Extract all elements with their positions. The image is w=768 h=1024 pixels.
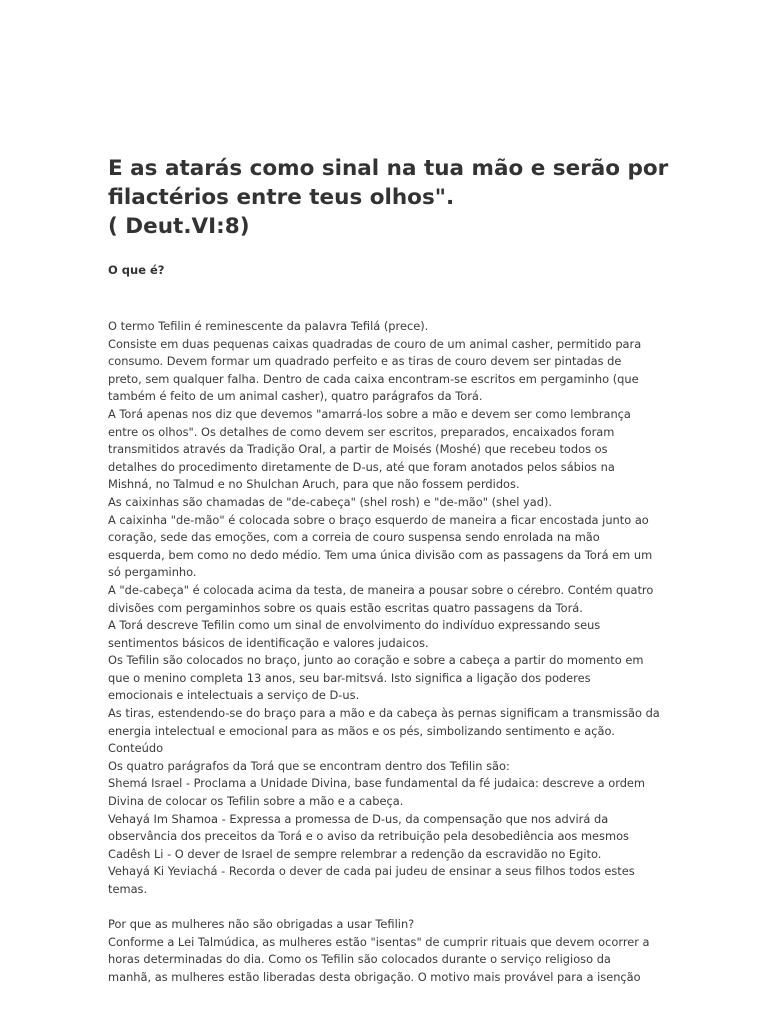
body-line: Shemá Israel - Proclama a Unidade Divina, base fundamental da fé judaica: descreve a ordem — [108, 776, 646, 791]
body-line: A "de-cabeça" é colocada acima da testa, de maneira a pousar sobre o cérebro. Contém quatro — [108, 582, 654, 597]
body-line: coração, sede das emoções, com a correia de couro suspensa sendo enrolada na mão — [108, 530, 600, 545]
body-line: As tiras, estendendo-se do braço para a mão e da cabeça às pernas significam a transmissão da — [108, 706, 660, 721]
body-line: observância dos preceitos da Torá e o aviso da retribuição pela desobediência aos mesmos — [108, 829, 629, 844]
body-line: A Torá apenas nos diz que devemos "amarrá-los sobre a mão e devem ser como lembrança — [108, 406, 631, 421]
body-text — [108, 318, 668, 987]
body-line: detalhes do procedimento diretamente de D-us, até que foram anotados pelos sábios na — [108, 459, 615, 474]
body-line: Consiste em duas pequenas caixas quadradas de couro de um animal casher, permitido para — [108, 336, 642, 351]
body-line: também é feito de um animal casher), quatro parágrafos da Torá. — [108, 389, 483, 404]
document-title — [108, 154, 748, 241]
body-line: emocionais e intelectuais a serviço de D-us. — [108, 688, 360, 703]
body-line: Cadêsh Li - O dever de Israel de sempre relembrar a redenção da escravidão no Egito. — [108, 846, 602, 861]
body-line: Conteúdo — [108, 741, 164, 756]
body-line: Os Tefilin são colocados no braço, junto ao coração e sobre a cabeça a partir do momento em — [108, 653, 644, 668]
body-line: preto, sem qualquer falha. Dentro de cada caixa encontram-se escritos em pergaminho (que — [108, 371, 639, 386]
body-line: energia intelectual e emocional para as mãos e os pés, simbolizando sentimento e ação. — [108, 723, 615, 738]
body-line: divisões com pergaminhos sobre os quais estão escritas quatro passagens da Torá. — [108, 600, 583, 615]
title-line: E as atarás como sinal na tua mão e serão por — [108, 156, 669, 181]
body-line: A caixinha "de-mão" é colocada sobre o braço esquerdo de maneira a ficar encostada junto ao — [108, 512, 649, 527]
body-line: entre os olhos". Os detalhes de como devem ser escritos, preparados, encaixados foram — [108, 424, 615, 439]
body-line: que o menino completa 13 anos, seu bar-mitsvá. Isto significa a ligação dos poderes — [108, 670, 591, 685]
body-line: sentimentos básicos de identificação e valores judaicos. — [108, 635, 429, 650]
body-line: Por que as mulheres não são obrigadas a usar Tefilin? — [108, 917, 415, 932]
body-line: Os quatro parágrafos da Torá que se encontram dentro dos Tefilin são: — [108, 758, 510, 773]
paragraph-gap — [108, 899, 668, 917]
body-line: transmitidos através da Tradição Oral, a partir de Moisés (Moshé) que recebeu todos os — [108, 442, 608, 457]
title-line: filactérios entre teus olhos". — [108, 185, 455, 210]
body-line: As caixinhas são chamadas de "de-cabeça" (shel rosh) e "de-mão" (shel yad). — [108, 494, 553, 509]
body-line: consumo. Devem formar um quadrado perfeito e as tiras de couro devem ser pintadas de — [108, 354, 622, 369]
body-line: A Torá descreve Tefilin como um sinal de envolvimento do indivíduo expressando seus — [108, 618, 601, 633]
body-line: horas determinadas do dia. Como os Tefilin são colocados durante o serviço religioso da — [108, 952, 611, 967]
body-line: O termo Tefilin é reminescente da palavra Tefilá (prece). — [108, 319, 429, 333]
body-line: Vehayá Im Shamoa - Expressa a promessa de D-us, da compensação que nos advirá da — [108, 811, 609, 826]
title-line: ( Deut.VI:8) — [108, 214, 250, 239]
body-line: temas. — [108, 882, 148, 896]
body-line: Vehayá Ki Yeviachá - Recorda o dever de cada pai judeu de ensinar a seus filhos todos estes — [108, 864, 635, 879]
body-line: Conforme a Lei Talmúdica, as mulheres estão "isentas" de cumprir rituais que devem ocorrer a — [108, 934, 650, 949]
body-line: manhã, as mulheres estão liberadas desta obrigação. O motivo mais provável para a isenção — [108, 969, 641, 984]
body-line: Mishná, no Talmud e no Shulchan Aruch, para que não fossem perdidos. — [108, 477, 520, 492]
body-line: esquerda, bem como no dedo médio. Tem uma única divisão com as passagens da Torá em um — [108, 547, 653, 562]
body-line: Divina de colocar os Tefilin sobre a mão e a cabeça. — [108, 794, 404, 809]
body-line: só pergaminho. — [108, 565, 197, 580]
section-heading: O que é? — [108, 263, 165, 277]
